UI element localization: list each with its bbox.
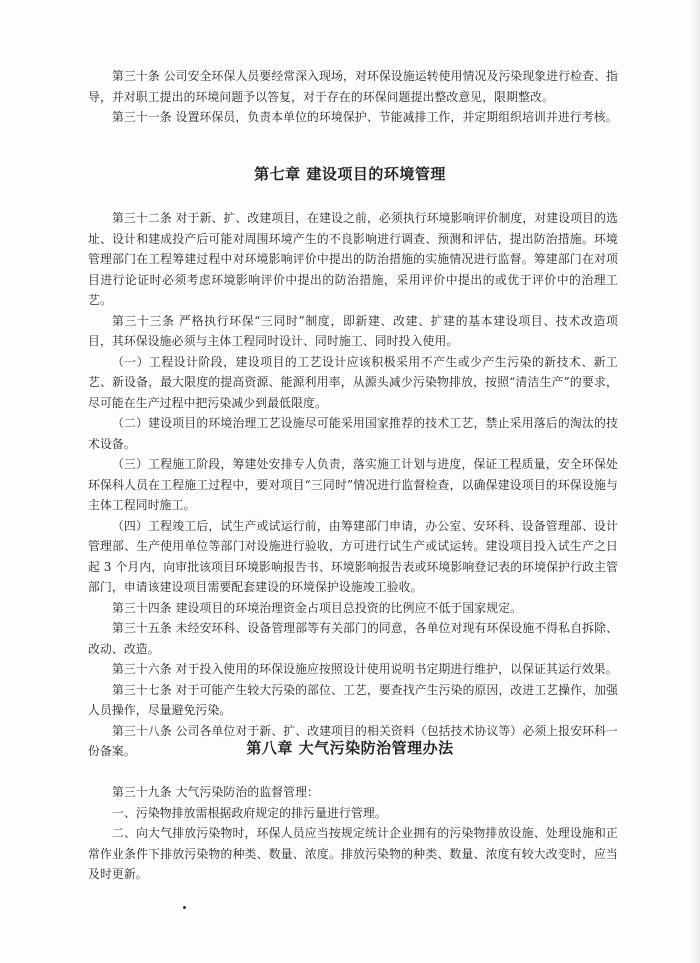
- page-edge-shadow: [690, 0, 700, 963]
- article-31: 第三十一条 设置环保员，负责本单位的环境保护、节能减排工作，并定期组织培训并进行考核。: [112, 110, 618, 124]
- article-34: 第三十四条 建设项目的环境治理资金占项目总投资的比例应不低于国家规定。: [112, 600, 523, 615]
- article-35: 第三十五条 未经安环科、设备管理部等有关部门的同意，各单位对现有环保设施不得私自拆除、改动、改造。: [88, 621, 618, 656]
- article-33-item-3: （三）工程施工阶段，筹建处安排专人负责，落实施工计划与进度，保证工程质量，安全环保处环保科人员在工程施工过程中，要对项目“三同时”情况进行监督检查，以确保建设项目的环保设施与主体工程同时施工。: [88, 457, 618, 512]
- article-36: 第三十六条 对于投入使用的环保设施应按照设计使用说明书定期进行维护，以保证其运行效果。: [112, 662, 618, 676]
- article-39-item-2: 二、向大气排放污染物时，环保人员应当按规定统计企业拥有的污染物排放设施、处理设施和正常作业条件下排放污染物的种类、数量、浓度。排放污染物的种类、数量、浓度有较大改变时，应当及时更新。: [88, 826, 618, 881]
- article-32: 第三十二条 对于新、扩、改建项目，在建设之前，必须执行环境影响评价制度，对建设项目的选址、设计和建成投产后可能对周围环境产生的不良影响进行调查、预测和评估，提出防治措施。环境管理部门在工程筹建过程中对环境影响评价中提出的防治措施的实施情况进行监督。筹建部门在对项目进行论证时必须考虑环境影响评价中提出的防治措施，采用评价中提出的或优于评价中的治理工艺。: [88, 211, 618, 307]
- article-33: 第三十三条 严格执行环保“三同时”制度，即新建、改建、扩建的基本建设项目、技术改造项目，其环保设施必须与主体工程同时设计、同时施工、同时投入使用。: [88, 313, 618, 348]
- chapter-8-title: 第八章 大气污染防治管理办法: [246, 739, 454, 757]
- scan-speck: [183, 906, 186, 909]
- text-block-chapter-8: [88, 782, 618, 885]
- chapter-7-title: 第七章 建设项目的环境管理: [254, 165, 446, 183]
- text-block-articles-30-31: [88, 66, 618, 128]
- article-30: 第三十条 公司安全环保人员要经常深入现场，对环保设施运转使用情况及污染现象进行检查、指导，并对职工提出的环境问题予以答复，对于存在的环保问题提出整改意见，限期整改。: [88, 69, 618, 104]
- article-37: 第三十七条 对于可能产生较大污染的部位、工艺，要查找产生污染的原因，改进工艺操作，加强人员操作，尽量避免污染。: [88, 682, 618, 717]
- article-33-item-2: （二）建设项目的环境治理工艺设施尽可能采用国家推荐的技术工艺，禁止采用落后的淘汰的技术设备。: [88, 416, 618, 451]
- article-39-item-1: 一、污染物排放需根据政府规定的排污量进行管理。: [112, 805, 387, 820]
- article-33-item-1: （一）工程设计阶段，建设项目的工艺设计应该积极采用不产生或少产生污染的新技术、新工艺、新设备，最大限度的提高资源、能源利用率，从源头减少污染物排放，按照“清洁生产”的要求，尽可能在生产过程中把污染减少到最低限度。: [88, 354, 618, 410]
- article-33-item-4: （四）工程竣工后，试生产或试运行前，由筹建部门申请，办公室、安环科、设备管理部、设计管理部、生产使用单位等部门对设施进行验收，方可进行试生产或试运转。建设项目投入试生产之日起 3 个月内，向审批该项目环境影响报告书、环境影响报告表或环境影响登记表的环境保护行政主管部门，申请该建设项目需要配套建设的环境保护设施竣工验收。: [88, 518, 618, 594]
- article-39: 第三十九条 大气污染防治的监督管理：: [112, 785, 319, 799]
- article-38: 第三十八条 公司各单位对于新、扩、改建项目的相关资料（包括技术协议等）必须上报安环科一份备案。: [88, 723, 618, 758]
- text-block-chapter-7: [88, 208, 618, 762]
